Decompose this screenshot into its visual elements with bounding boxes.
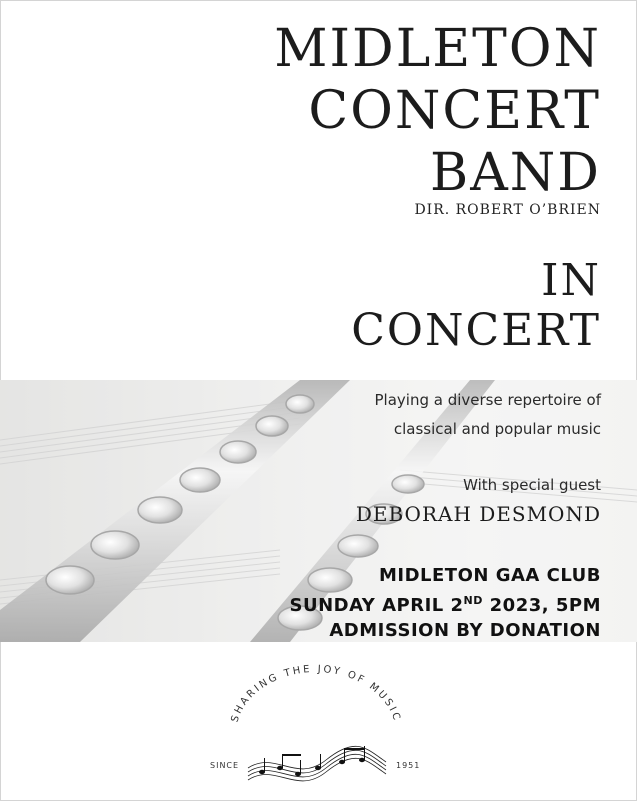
event-date: [290, 588, 602, 618]
logo-arc-text: SHARING THE JOY OF MUSIC: [229, 664, 403, 724]
date-prefix: SUNDAY APRIL 2: [289, 595, 464, 616]
repertoire-line-1: Playing a diverse repertoire of: [374, 391, 601, 409]
headline-line-2: CONCERT: [351, 305, 601, 356]
title-line-2: CONCERT: [308, 81, 601, 141]
logo-since: SINCE: [210, 761, 240, 770]
band-title: [274, 18, 601, 204]
guest-label: With special guest: [463, 476, 601, 494]
guest-name: DEBORAH DESMOND: [355, 502, 601, 526]
event-details: [290, 563, 602, 643]
concert-headline: [351, 256, 601, 356]
title-line-1: MIDLETON: [274, 19, 601, 79]
band-logo: [196, 664, 436, 794]
date-rest: 2023, 5PM: [482, 595, 601, 616]
director-credit: DIR. ROBERT O’BRIEN: [414, 202, 601, 218]
logo-year: 1951: [396, 761, 421, 770]
venue: MIDLETON GAA CLUB: [378, 565, 601, 586]
date-ordinal: ND: [463, 594, 483, 607]
repertoire-text: [375, 386, 601, 444]
music-staff-icon: [248, 746, 386, 781]
admission: ADMISSION BY DONATION: [329, 620, 601, 641]
repertoire-line-2: classical and popular music: [393, 420, 601, 438]
title-line-3: BAND: [430, 143, 601, 203]
headline-line-1: IN: [541, 255, 601, 306]
